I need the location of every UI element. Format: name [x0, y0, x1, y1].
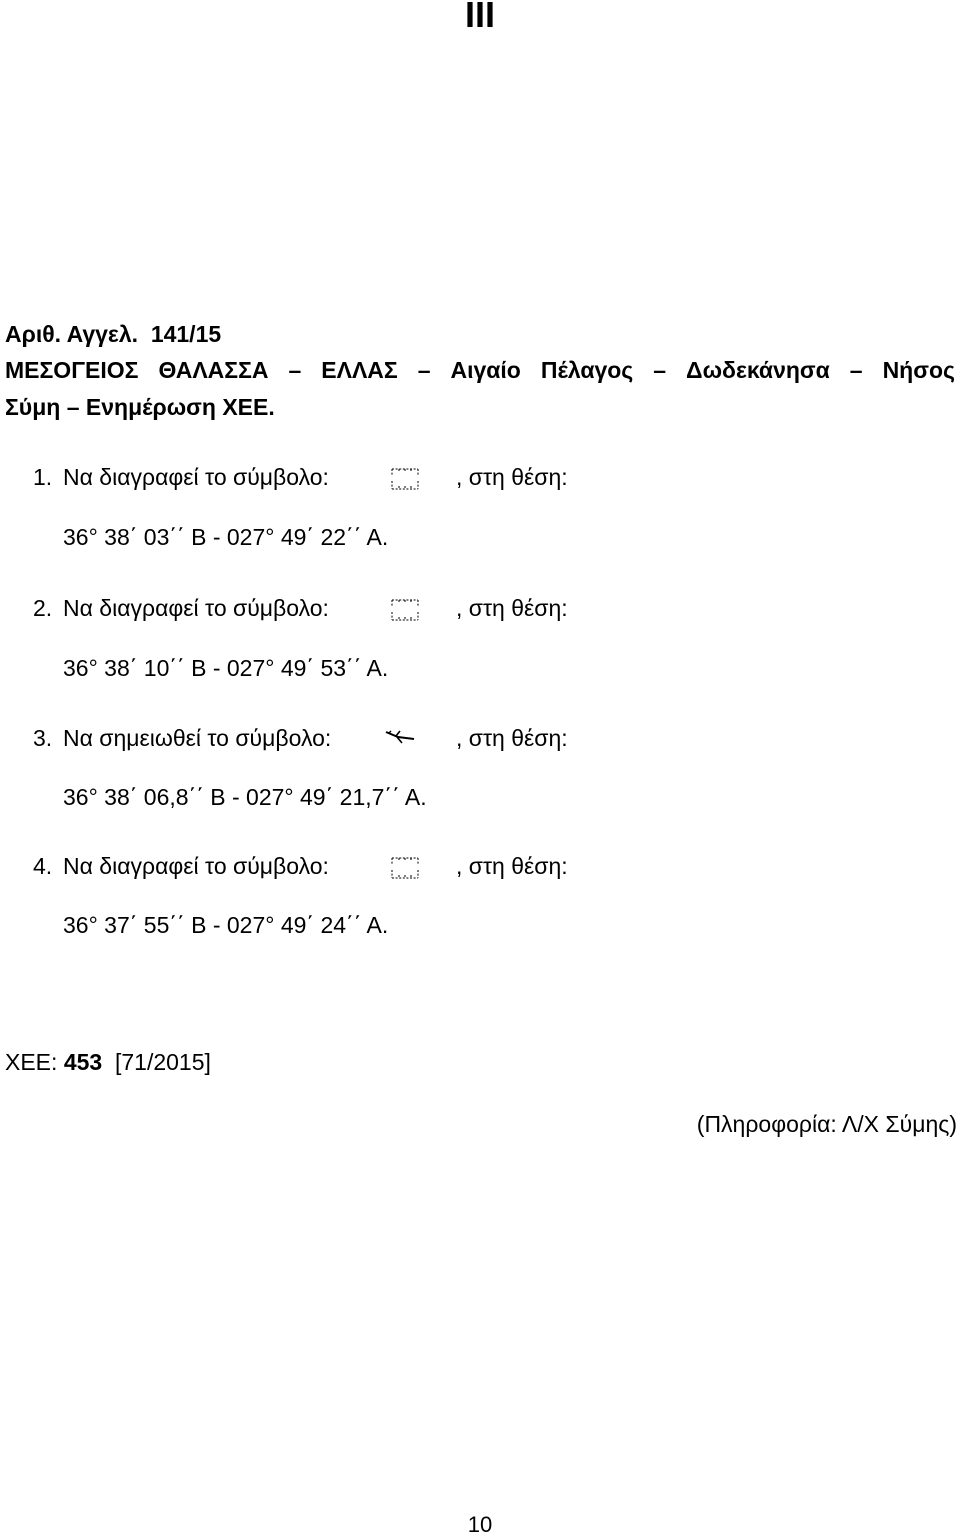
- title-word: Δωδεκάνησα: [686, 357, 830, 383]
- item-1-text: Να διαγραφεί το σύμβολο:: [63, 464, 329, 490]
- item-2-num: 2.: [33, 595, 53, 621]
- item-1-num: 1.: [33, 464, 53, 490]
- notice-title: [5, 357, 955, 384]
- item-4-text: Να διαγραφεί το σύμβολο:: [63, 853, 329, 879]
- title-word: –: [417, 357, 431, 383]
- notice-title-line2: Σύμη – Ενημέρωση ΧΕΕ.: [5, 394, 275, 420]
- wreck-dashed-box-icon: [390, 854, 420, 880]
- title-word: –: [653, 357, 667, 383]
- wreck-hull-icon: [383, 727, 417, 749]
- title-word: ΕΛΛΑΣ: [321, 357, 398, 383]
- item-3-suffix: , στη θέση:: [456, 725, 568, 751]
- item-1-suffix: , στη θέση:: [456, 464, 568, 490]
- title-word: –: [849, 357, 863, 383]
- chart-reference: [5, 1048, 211, 1076]
- title-word: Πέλαγος: [540, 357, 634, 383]
- title-word: ΜΕΣΟΓΕΙΟΣ: [5, 357, 139, 383]
- item-4-position: 36° 37΄ 55΄΄ Β - 027° 49΄ 24΄΄ Α.: [63, 912, 389, 938]
- notice-number: 141/15: [150, 321, 222, 347]
- item-1-position: 36° 38΄ 03΄΄ Β - 027° 49΄ 22΄΄ Α.: [63, 524, 389, 550]
- item-4-suffix: , στη θέση:: [456, 853, 568, 879]
- chart-ref-number: 453: [63, 1049, 103, 1075]
- chart-ref-edition: [71/2015]: [114, 1049, 211, 1075]
- source-note: (Πληροφορία: Λ/Χ Σύμης): [696, 1111, 957, 1137]
- title-word: Αιγαίο: [450, 357, 521, 383]
- notice-number-line: [5, 320, 221, 348]
- notice-number-label: Αριθ. Αγγελ.: [5, 321, 139, 347]
- item-3-position: 36° 38΄ 06,8΄΄ Β - 027° 49΄ 21,7΄΄ Α.: [63, 784, 427, 810]
- item-3-num: 3.: [33, 725, 53, 751]
- item-2-text: Να διαγραφεί το σύμβολο:: [63, 595, 329, 621]
- item-2-position: 36° 38΄ 10΄΄ Β - 027° 49΄ 53΄΄ Α.: [63, 655, 389, 681]
- item-4-num: 4.: [33, 853, 53, 879]
- item-3-text: Να σημειωθεί το σύμβολο:: [63, 725, 332, 751]
- page-number: 10: [467, 1512, 493, 1537]
- item-2-suffix: , στη θέση:: [456, 595, 568, 621]
- wreck-dashed-box-icon: [390, 596, 420, 622]
- section-mark: III: [464, 0, 495, 35]
- title-word: ΘΑΛΑΣΣΑ: [158, 357, 269, 383]
- title-word: Νήσος: [882, 357, 955, 383]
- title-word: –: [288, 357, 302, 383]
- chart-ref-label: ΧΕΕ:: [5, 1049, 58, 1075]
- wreck-dashed-box-icon: [390, 465, 420, 491]
